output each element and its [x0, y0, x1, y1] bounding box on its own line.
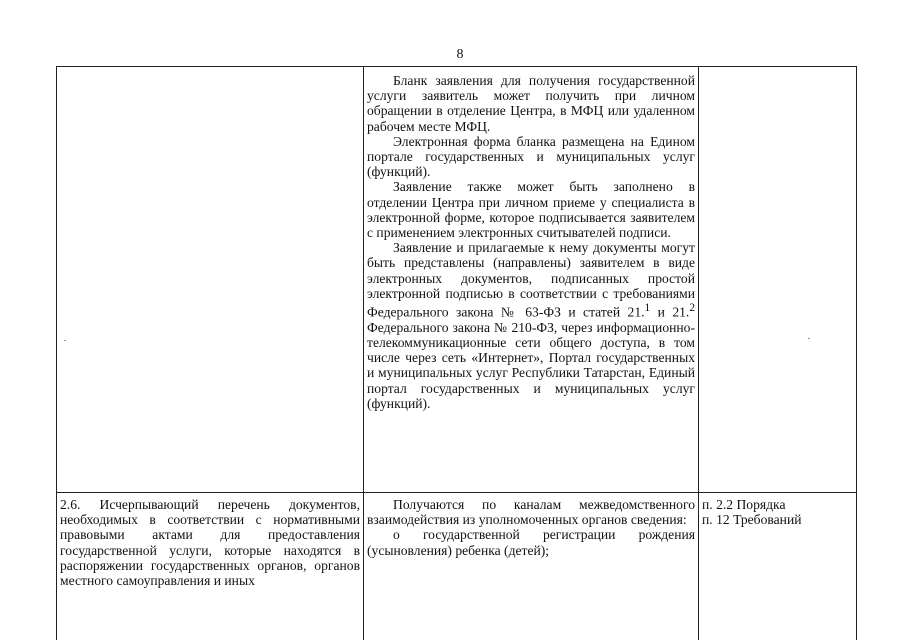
- scan-speck: [64, 340, 66, 341]
- superscript: 2: [689, 302, 695, 315]
- paragraph-text: Федерального закона № 210-ФЗ, через информационно-телекоммуникационные сети общего доступа, в том числе через сеть «Интернет», Портал государственных и муниципальных услуг Республики Татарстан, Единый портал государственных и муниципальных услуг (функций).: [367, 319, 695, 411]
- scan-speck: [808, 338, 810, 339]
- content-paragraph: Электронная форма бланка размещена на Едином портале государственных и муниципальных услуг (функций).: [367, 133, 695, 180]
- page-number: 8: [456, 47, 464, 62]
- row1-content-cell: [364, 67, 699, 493]
- row1-reference-cell: [699, 67, 857, 493]
- row2-reference-cell: [699, 493, 857, 640]
- content-paragraph: [367, 240, 695, 411]
- row2-content-cell: [364, 493, 699, 640]
- content-paragraph: о государственной регистрации рождения (усыновления) ребенка (детей);: [367, 527, 695, 558]
- content-paragraph: Заявление также может быть заполнено в отделении Центра при личном приеме у специалиста в электронной форме, которое подписывается заявителем с применением электронных считывателей подписи.: [367, 179, 695, 241]
- row1-section-cell: [57, 67, 364, 493]
- reference-line: п. 12 Требований: [702, 512, 802, 528]
- row2-section-cell: [57, 493, 364, 640]
- superscript: 1: [644, 302, 651, 315]
- section-title: 2.6. Исчерпывающий перечень документов, необходимых в соответствии с нормативными правовыми актами для предоставления государственной услуги, которые находятся в распоряжении государственных органов, органов местного самоуправления и иных: [60, 497, 360, 589]
- regulation-table: [56, 66, 857, 640]
- table-row: [57, 493, 857, 640]
- paragraph-text: Заявление и прилагаемые к нему документы могут быть представлены (направлены) заявителем в виде электронных документов, подписанных простой электронной подписью в соответствии с требованиями Федерального закона № 63-ФЗ и статей 21.: [367, 240, 695, 320]
- paragraph-text: и 21.: [650, 304, 690, 320]
- table-row: [57, 67, 857, 493]
- reference-line: п. 2.2 Порядка: [702, 497, 786, 512]
- content-paragraph: Бланк заявления для получения государственной услуги заявитель может получить при личном обращении в отделение Центра, в МФЦ или удаленном рабочем месте МФЦ.: [367, 73, 695, 134]
- content-paragraph: Получаются по каналам межведомственного взаимодействия из уполномоченных органов сведения:: [367, 497, 695, 528]
